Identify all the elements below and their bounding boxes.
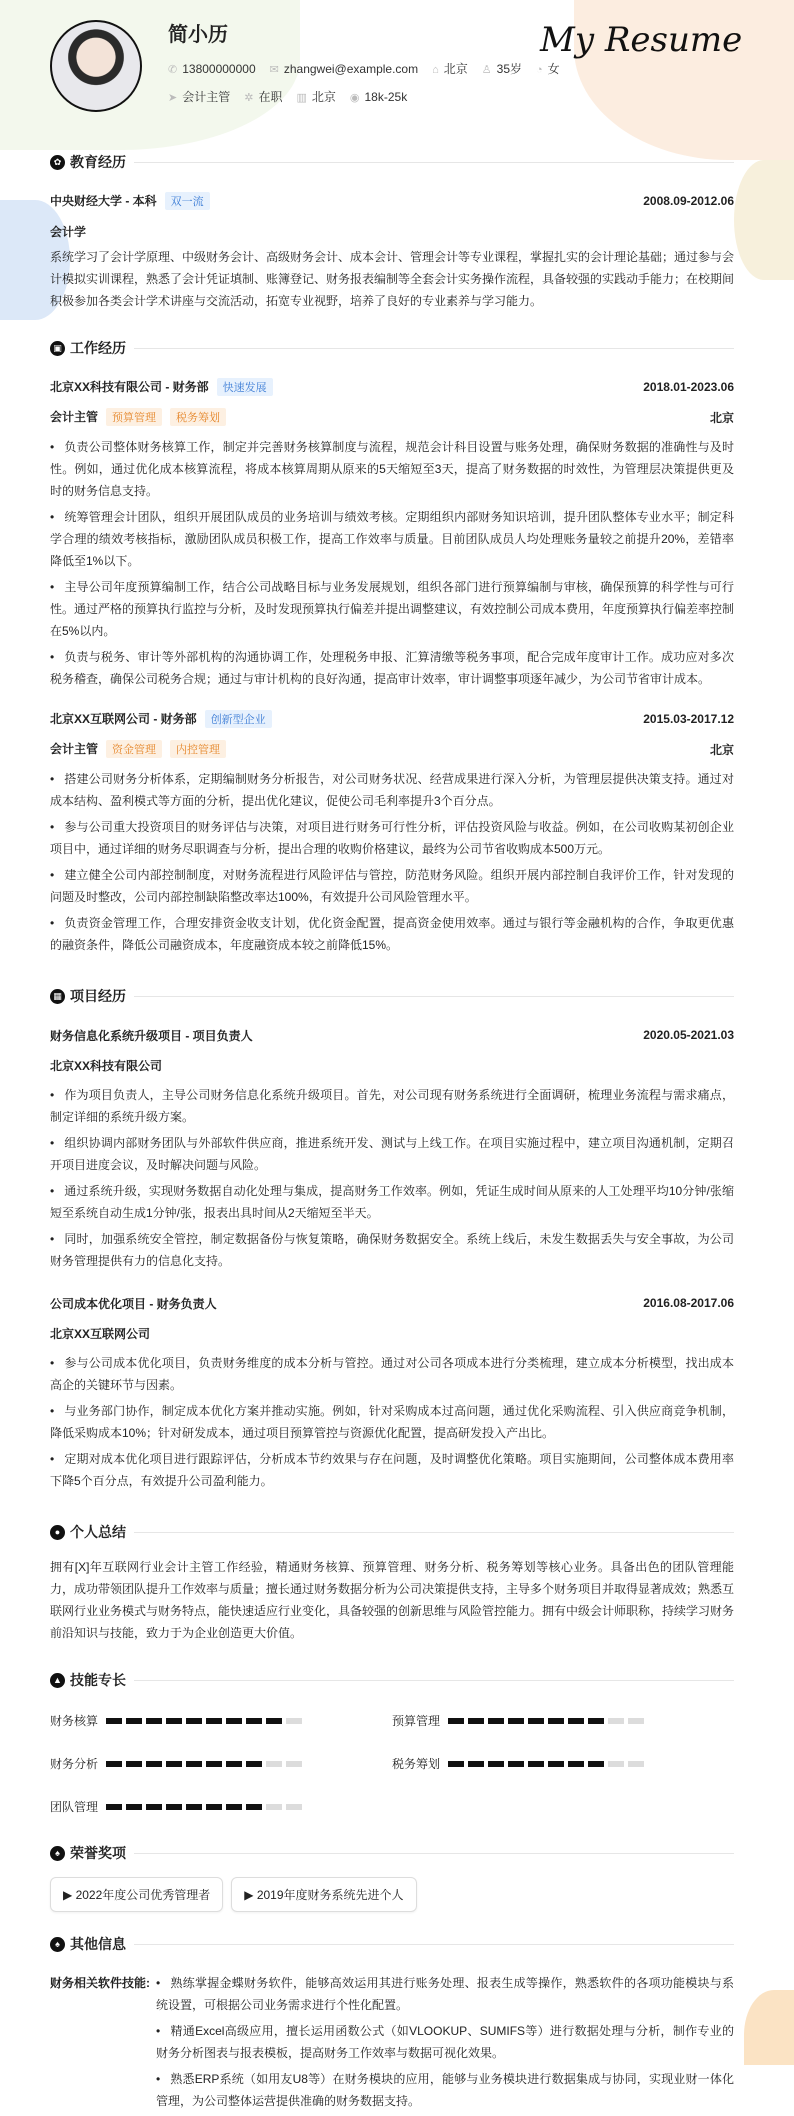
- education-desc: 系统学习了会计学原理、中级财务会计、高级财务会计、成本会计、管理会计等专业课程，掌握扎实的会计理论基础；通过参与会计模拟实训课程，熟悉了会计凭证填制、账簿登记、财务报表编制等全套会计实务操作流程，具备较强的实践动手能力；在校期间积极参加各类会计学术讲座与交流活动，拓宽专业视野，培养了良好的专业素养与学习能力。: [50, 250, 735, 308]
- list-item: • 参与公司重大投资项目的财务评估与决策，对项目进行财务可行性分析，评估投资风险与收益。例如，在公司收购某初创企业项目中，通过详细的财务尽职调查与分析，提出合理的收购价格建议，最终为公司节省收购成本500万元。: [50, 816, 734, 860]
- skill-level-segment: [468, 1718, 484, 1724]
- project-list: [50, 1020, 734, 1492]
- status-icon: ✲: [244, 92, 254, 104]
- skill-level-segment: [286, 1761, 302, 1767]
- skill-item: [392, 1712, 734, 1729]
- skill-level-segment: [468, 1761, 484, 1767]
- role: 会计主管: [50, 410, 99, 424]
- list-item: • 作为项目负责人，主导公司财务信息化系统升级项目。首先，对公司现有财务系统进行全面调研，梳理业务流程与需求痛点，制定详细的系统升级方案。: [50, 1084, 734, 1128]
- target-city: 北京: [311, 90, 336, 104]
- salary: 18k-25k: [364, 89, 408, 104]
- send-icon: ➤: [168, 92, 178, 104]
- skill-name: 预算管理: [392, 1714, 441, 1728]
- skill-level-segment: [608, 1761, 624, 1767]
- skill-level-segment: [206, 1804, 222, 1810]
- other-list: [156, 1968, 734, 2116]
- award-icon: ♠: [50, 1846, 65, 1861]
- city: 北京: [443, 62, 468, 76]
- skill-level-segment: [488, 1718, 504, 1724]
- skill-level-segment: [628, 1761, 644, 1767]
- skill-level-bar: [106, 1761, 302, 1767]
- section-title: 技能专长: [70, 1672, 126, 1688]
- job-title: 会计主管: [182, 90, 231, 104]
- work-city: 北京: [709, 410, 734, 425]
- list-item: • 通过系统升级，实现财务数据自动化处理与集成，提高财务工作效率。例如，凭证生成时间从原来的人工处理平均10分钟/张缩短至系统自动生成1分钟/张，报表出具时间从2天缩短至半天。: [50, 1180, 734, 1224]
- role: 会计主管: [50, 742, 99, 756]
- school: 中央财经大学 - 本科: [50, 194, 157, 208]
- award-name: 2022年度公司优秀管理者: [75, 1888, 211, 1902]
- skill-level-segment: [246, 1804, 262, 1810]
- skill-level-segment: [266, 1761, 282, 1767]
- graduation-icon: ✿: [50, 155, 65, 170]
- email: zhangwei@example.com: [283, 61, 419, 76]
- list-item: • 建立健全公司内部控制制度，对财务流程进行风险评估与管控，防范财务风险。组织开展内部控制自我评价工作，针对发现的问题及时整改，公司内部控制缺陷整改率达100%，有效提升公司风险管理水平。: [50, 864, 734, 908]
- skill-level-bar: [448, 1761, 644, 1767]
- award-item: [50, 1877, 223, 1912]
- date: 2020.05-2021.03: [643, 1028, 734, 1042]
- skill-level-segment: [508, 1761, 524, 1767]
- candidate-name: 简小历: [168, 24, 228, 46]
- age: 35岁: [496, 62, 523, 76]
- skill-level-segment: [266, 1804, 282, 1810]
- skill-level-segment: [286, 1804, 302, 1810]
- skill-level-segment: [166, 1804, 182, 1810]
- section-other: [50, 1934, 734, 1954]
- skill-level-segment: [548, 1718, 564, 1724]
- list-item: • 熟练掌握金蝶财务软件，能够高效运用其进行账务处理、报表生成等操作，熟悉软件的各项功能模块与系统设置，可根据公司业务需求进行个性化配置。: [156, 1972, 734, 2016]
- list-item: • 精通Excel高级应用，擅长运用函数公式（如VLOOKUP、SUMIFS等）进行数据处理与分析，制作专业的财务分析图表与报表模板，提高财务工作效率与数据可视化效果。: [156, 2020, 734, 2064]
- company-tag: 创新型企业: [205, 710, 272, 728]
- thumb-icon: ▲: [50, 1673, 65, 1688]
- skill-level-segment: [286, 1718, 302, 1724]
- list-item: • 负责公司整体财务核算工作，制定并完善财务核算制度与流程，规范会计科目设置与账务处理，确保财务数据的准确性与及时性。例如，通过优化成本核算流程，将成本核算周期从原来的5天缩短至3天，提高了财务数据的时效性，为管理层决策提供更及时的财务信息支持。: [50, 436, 734, 502]
- section-title: 其他信息: [70, 1936, 126, 1952]
- resume-header: [0, 0, 794, 130]
- skill-level-segment: [448, 1718, 464, 1724]
- project-company: 北京XX科技有限公司: [50, 1058, 163, 1073]
- skill-item: [50, 1798, 392, 1815]
- project-name: 公司成本优化项目 - 财务负责人: [50, 1296, 217, 1311]
- section-summary: [50, 1522, 734, 1542]
- bullet-list: [50, 768, 734, 956]
- job-status: 在职: [258, 90, 283, 104]
- project-item: [50, 1288, 734, 1492]
- skill-level-segment: [568, 1718, 584, 1724]
- date: 2018.01-2023.06: [643, 380, 734, 394]
- other-info: [50, 1968, 734, 2116]
- work-item: [50, 704, 734, 956]
- skill-level-segment: [448, 1761, 464, 1767]
- skill-level-segment: [588, 1761, 604, 1767]
- skill-level-segment: [166, 1718, 182, 1724]
- skill-level-segment: [226, 1804, 242, 1810]
- skill-level-segment: [166, 1761, 182, 1767]
- phone-icon: ✆: [168, 63, 178, 76]
- mail-icon: ✉: [269, 63, 279, 76]
- section-education: [50, 152, 734, 172]
- major: 会计学: [50, 224, 87, 239]
- section-title: 工作经历: [70, 340, 126, 356]
- list-item: • 组织协调内部财务团队与外部软件供应商，推进系统开发、测试与上线工作。在项目实施过程中，建立项目沟通机制，定期召开项目进度会议，及时解决问题与风险。: [50, 1132, 734, 1176]
- skill-level-segment: [488, 1761, 504, 1767]
- role-tag: 资金管理: [106, 740, 162, 758]
- list-item: • 搭建公司财务分析体系，定期编制财务分析报告，对公司财务状况、经营成果进行深入分析，为管理层提供决策支持。通过对成本结构、盈利模式等方面的分析，提出优化建议，促使公司毛利率提升3个百分点。: [50, 768, 734, 812]
- skill-level-segment: [226, 1761, 242, 1767]
- divider: [134, 1532, 734, 1533]
- skill-level-segment: [568, 1761, 584, 1767]
- company-line: [50, 710, 272, 728]
- job-row: [168, 88, 407, 105]
- skill-level-segment: [588, 1718, 604, 1724]
- bullet-list: [50, 1352, 734, 1492]
- award-list: [50, 1877, 734, 1912]
- project-company: 北京XX互联网公司: [50, 1326, 151, 1341]
- date: 2015.03-2017.12: [643, 712, 734, 726]
- section-awards: [50, 1843, 734, 1863]
- section-title: 教育经历: [70, 154, 126, 170]
- work-header: [50, 704, 734, 734]
- skill-level-bar: [106, 1804, 302, 1810]
- home-icon: ⌂: [432, 64, 439, 76]
- award-item: [231, 1877, 416, 1912]
- role-tag: 税务筹划: [170, 408, 226, 426]
- triangle-icon: ▶: [244, 1888, 257, 1902]
- award-name: 2019年度财务系统先进个人: [256, 1888, 404, 1902]
- my-resume-logo: My Resume: [540, 20, 743, 60]
- skill-level-segment: [146, 1718, 162, 1724]
- section-projects: [50, 986, 734, 1006]
- salary-icon: ◉: [349, 91, 360, 104]
- project-item: [50, 1020, 734, 1272]
- bullet-list: [50, 1084, 734, 1272]
- skill-level-segment: [106, 1761, 122, 1767]
- list-item: • 定期对成本优化项目进行跟踪评估，分析成本节约效果与存在问题，及时调整优化策略。项目实施期间，公司整体成本费用率下降5个百分点，有效提升公司盈利能力。: [50, 1448, 734, 1492]
- company: 北京XX互联网公司 - 财务部: [50, 712, 197, 726]
- list-item: • 参与公司成本优化项目，负责财务维度的成本分析与管控。通过对公司各项成本进行分类梳理，建立成本分析模型，找出成本高企的关键环节与因素。: [50, 1352, 734, 1396]
- avatar: [50, 20, 142, 112]
- work-item: [50, 372, 734, 690]
- gender: 女: [547, 62, 560, 76]
- section-title: 荣誉奖项: [70, 1845, 126, 1861]
- skill-level-segment: [106, 1804, 122, 1810]
- list-item: • 负责资金管理工作，合理安排资金收支计划，优化资金配置，提高资金使用效率。通过与银行等金融机构的合作，争取更优惠的融资条件，降低公司融资成本，年度融资成本较之前降低15%。: [50, 912, 734, 956]
- list-item: • 统筹管理会计团队，组织开展团队成员的业务培训与绩效考核。定期组织内部财务知识培训，提升团队整体专业水平；制定科学合理的绩效考核指标，激励团队成员积极工作，提高工作效率与质量。目前团队成员人均处理账务量较之前提升20%，差错率降低至1%以下。: [50, 506, 734, 572]
- project-header: [50, 1288, 734, 1318]
- project-name: 财务信息化系统升级项目 - 项目负责人: [50, 1028, 253, 1043]
- divider: [134, 1680, 734, 1681]
- skill-level-segment: [206, 1718, 222, 1724]
- skill-level-segment: [106, 1718, 122, 1724]
- work-header: [50, 372, 734, 402]
- skill-level-segment: [628, 1718, 644, 1724]
- skill-level-segment: [186, 1804, 202, 1810]
- skill-level-segment: [186, 1718, 202, 1724]
- divider: [134, 162, 734, 163]
- gender-icon: ◔: [536, 64, 543, 76]
- skill-name: 财务分析: [50, 1757, 99, 1771]
- role-tag: 内控管理: [170, 740, 226, 758]
- skill-name: 财务核算: [50, 1714, 99, 1728]
- skill-level-segment: [146, 1761, 162, 1767]
- role-line: [50, 402, 734, 432]
- school-tag: 双一流: [165, 192, 210, 210]
- skill-level-segment: [206, 1761, 222, 1767]
- skill-name: 税务筹划: [392, 1757, 441, 1771]
- divider: [134, 348, 734, 349]
- company: 北京XX科技有限公司 - 财务部: [50, 380, 209, 394]
- list-item: • 负责与税务、审计等外部机构的沟通协调工作，处理税务申报、汇算清缴等税务事项，配合完成年度审计工作。成功应对多次税务稽查，确保公司税务合规；通过与审计机构的良好沟通，提高审计效率，审计调整事项逐年减少，为公司节省审计成本。: [50, 646, 734, 690]
- role-wrap: [50, 740, 226, 758]
- user-icon: ●: [50, 1525, 65, 1540]
- company-tag: 快速发展: [217, 378, 273, 396]
- skill-level-segment: [528, 1761, 544, 1767]
- date: 2016.08-2017.06: [643, 1296, 734, 1310]
- divider: [134, 1944, 734, 1945]
- list-item: • 同时，加强系统安全管控，制定数据备份与恢复策略，确保财务数据安全。系统上线后，未发生数据丢失与安全事故，为公司财务管理提供有力的信息化支持。: [50, 1228, 734, 1272]
- info-icon: ♠: [50, 1937, 65, 1952]
- section-title: 项目经历: [70, 988, 126, 1004]
- skill-level-segment: [186, 1761, 202, 1767]
- skill-level-segment: [246, 1718, 262, 1724]
- skill-level-segment: [126, 1761, 142, 1767]
- briefcase-icon: ▣: [50, 341, 65, 356]
- work-list: [50, 372, 734, 956]
- company-line: [50, 378, 273, 396]
- section-work: [50, 338, 734, 358]
- skill-level-segment: [548, 1761, 564, 1767]
- list-item: • 与业务部门协作，制定成本优化方案并推动实施。例如，针对采购成本过高问题，通过优化采购流程、引入供应商竞争机制，降低采购成本10%；针对研发成本，通过项目预算管控与资源优化配置，提高研发投入产出比。: [50, 1400, 734, 1444]
- education-header: [50, 186, 734, 216]
- summary-text: 拥有[X]年互联网行业会计主管工作经验，精通财务核算、预算管理、财务分析、税务筹划等核心业务。具备出色的团队管理能力，成功带领团队提升工作效率与质量；擅长通过财务数据分析为公司决策提供支持，主导多个财务项目并取得显著成效；熟悉互联网行业业务模式与财务特点，能快速适应行业变化，具备较强的创新思维与风险管控能力。拥有中级会计师职称，持续学习财务前沿知识与技能，致力于为企业创造更大价值。: [50, 1560, 735, 1640]
- section-skills: [50, 1670, 734, 1690]
- phone: 13800000000: [182, 61, 256, 76]
- skill-level-segment: [146, 1804, 162, 1810]
- project-header: [50, 1020, 734, 1050]
- role-wrap: [50, 408, 226, 426]
- bullet-list: [50, 436, 734, 690]
- role-tag: 预算管理: [106, 408, 162, 426]
- list-item: • 熟悉ERP系统（如用友U8等）在财务模块的应用，能够与业务模块进行数据集成与协同，实现业财一体化管理，为公司整体运营提供准确的财务数据支持。: [156, 2068, 734, 2112]
- skill-level-segment: [246, 1761, 262, 1767]
- skill-level-segment: [126, 1804, 142, 1810]
- skill-level-bar: [448, 1718, 644, 1724]
- skill-name: 团队管理: [50, 1800, 99, 1814]
- age-icon: ♙: [481, 64, 492, 76]
- building-icon: ▥: [296, 92, 307, 104]
- skill-level-segment: [508, 1718, 524, 1724]
- divider: [134, 996, 734, 997]
- skill-level-segment: [126, 1718, 142, 1724]
- divider: [134, 1853, 734, 1854]
- section-title: 个人总结: [70, 1524, 126, 1540]
- list-item: • 主导公司年度预算编制工作，结合公司战略目标与业务发展规划，组织各部门进行预算编制与审核，确保预算的科学性与可行性。通过严格的预算执行监控与分析，及时发现预算执行偏差并提出调整建议，有效控制公司成本费用，年度预算执行偏差率控制在5%以内。: [50, 576, 734, 642]
- skill-level-segment: [608, 1718, 624, 1724]
- contact-row: [168, 60, 560, 77]
- grid-icon: ▦: [50, 989, 65, 1004]
- work-city: 北京: [709, 742, 734, 757]
- skill-level-segment: [528, 1718, 544, 1724]
- skill-level-segment: [226, 1718, 242, 1724]
- triangle-icon: ▶: [63, 1888, 76, 1902]
- skill-list: [50, 1712, 734, 1815]
- other-label: 财务相关软件技能:: [50, 1976, 150, 1990]
- skill-level-bar: [106, 1718, 302, 1724]
- date: 2008.09-2012.06: [643, 194, 734, 208]
- skill-item: [50, 1755, 392, 1772]
- skill-item: [392, 1755, 734, 1772]
- skill-item: [50, 1712, 392, 1729]
- role-line: [50, 734, 734, 764]
- skill-level-segment: [266, 1718, 282, 1724]
